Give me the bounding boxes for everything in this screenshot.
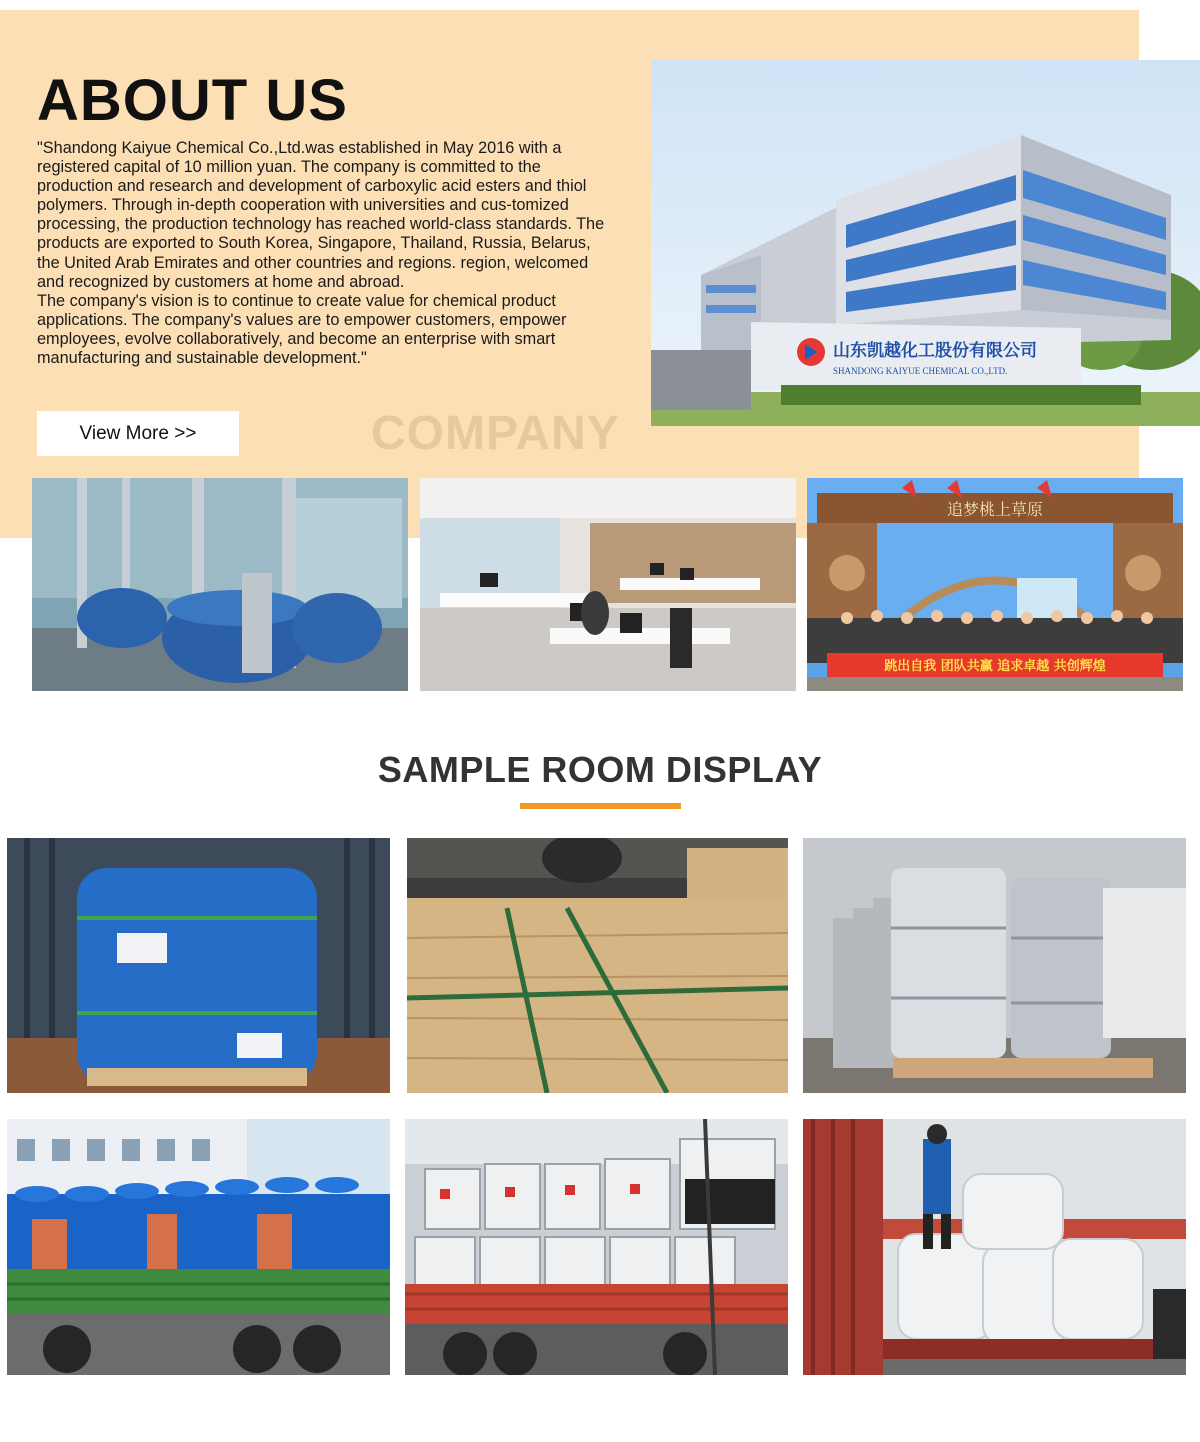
team-outing-photo bbox=[807, 478, 1183, 691]
about-paragraph-1: "Shandong Kaiyue Chemical Co.,Ltd.was established in May 2016 with a registered capital of 10 million yuan. The company is committed to the production and research and development of carboxylic acid esters and thiol polymers. Through in-depth cooperation with universities and cus-tomized processing, the production technology has reached world-class standards. The products are exported to South Korea, Singapore, Thailand, Russia, Belarus, the United Arab Emirates and other countries and regions. region, welcomed and recognized by customers at home and abroad. bbox=[37, 139, 605, 291]
about-paragraph-2: The company's vision is to continue to create value for chemical product applications. The company's values are to empower customers, empower employees, evolve collaboratively, and become an enterprise with smart manufacturing and sustainable development." bbox=[37, 291, 567, 368]
sample-bulk-bags-truck-photo bbox=[803, 1119, 1186, 1375]
sample-kraft-bags-pallet-photo bbox=[407, 838, 788, 1093]
about-title: ABOUT US bbox=[37, 68, 348, 133]
sample-ibc-tanks-truck-photo bbox=[405, 1119, 788, 1375]
title-underline bbox=[520, 803, 681, 809]
sample-room-title: SAMPLE ROOM DISPLAY bbox=[377, 749, 823, 790]
factory-reactor-photo bbox=[32, 478, 408, 691]
sample-blue-drums-truck-photo bbox=[7, 1119, 390, 1375]
building-sign-english: SHANDONG KAIYUE CHEMICAL CO.,LTD. bbox=[833, 366, 1008, 376]
sample-blue-drums-wrapped-photo bbox=[7, 838, 390, 1093]
building-sign-chinese: 山东凯越化工股份有限公司 bbox=[833, 341, 1037, 361]
sample-steel-drums-photo bbox=[803, 838, 1186, 1093]
team-banner-text: 跳出自我 团队共赢 追求卓越 共创辉煌 bbox=[884, 659, 1106, 674]
company-watermark: COMPANY bbox=[371, 407, 620, 460]
about-description bbox=[37, 139, 609, 368]
company-building-photo bbox=[651, 60, 1200, 426]
view-more-button[interactable]: View More >> bbox=[37, 411, 239, 456]
gate-sign-text: 追梦桃上草原 bbox=[946, 500, 1044, 519]
office-workspace-photo bbox=[420, 478, 796, 691]
